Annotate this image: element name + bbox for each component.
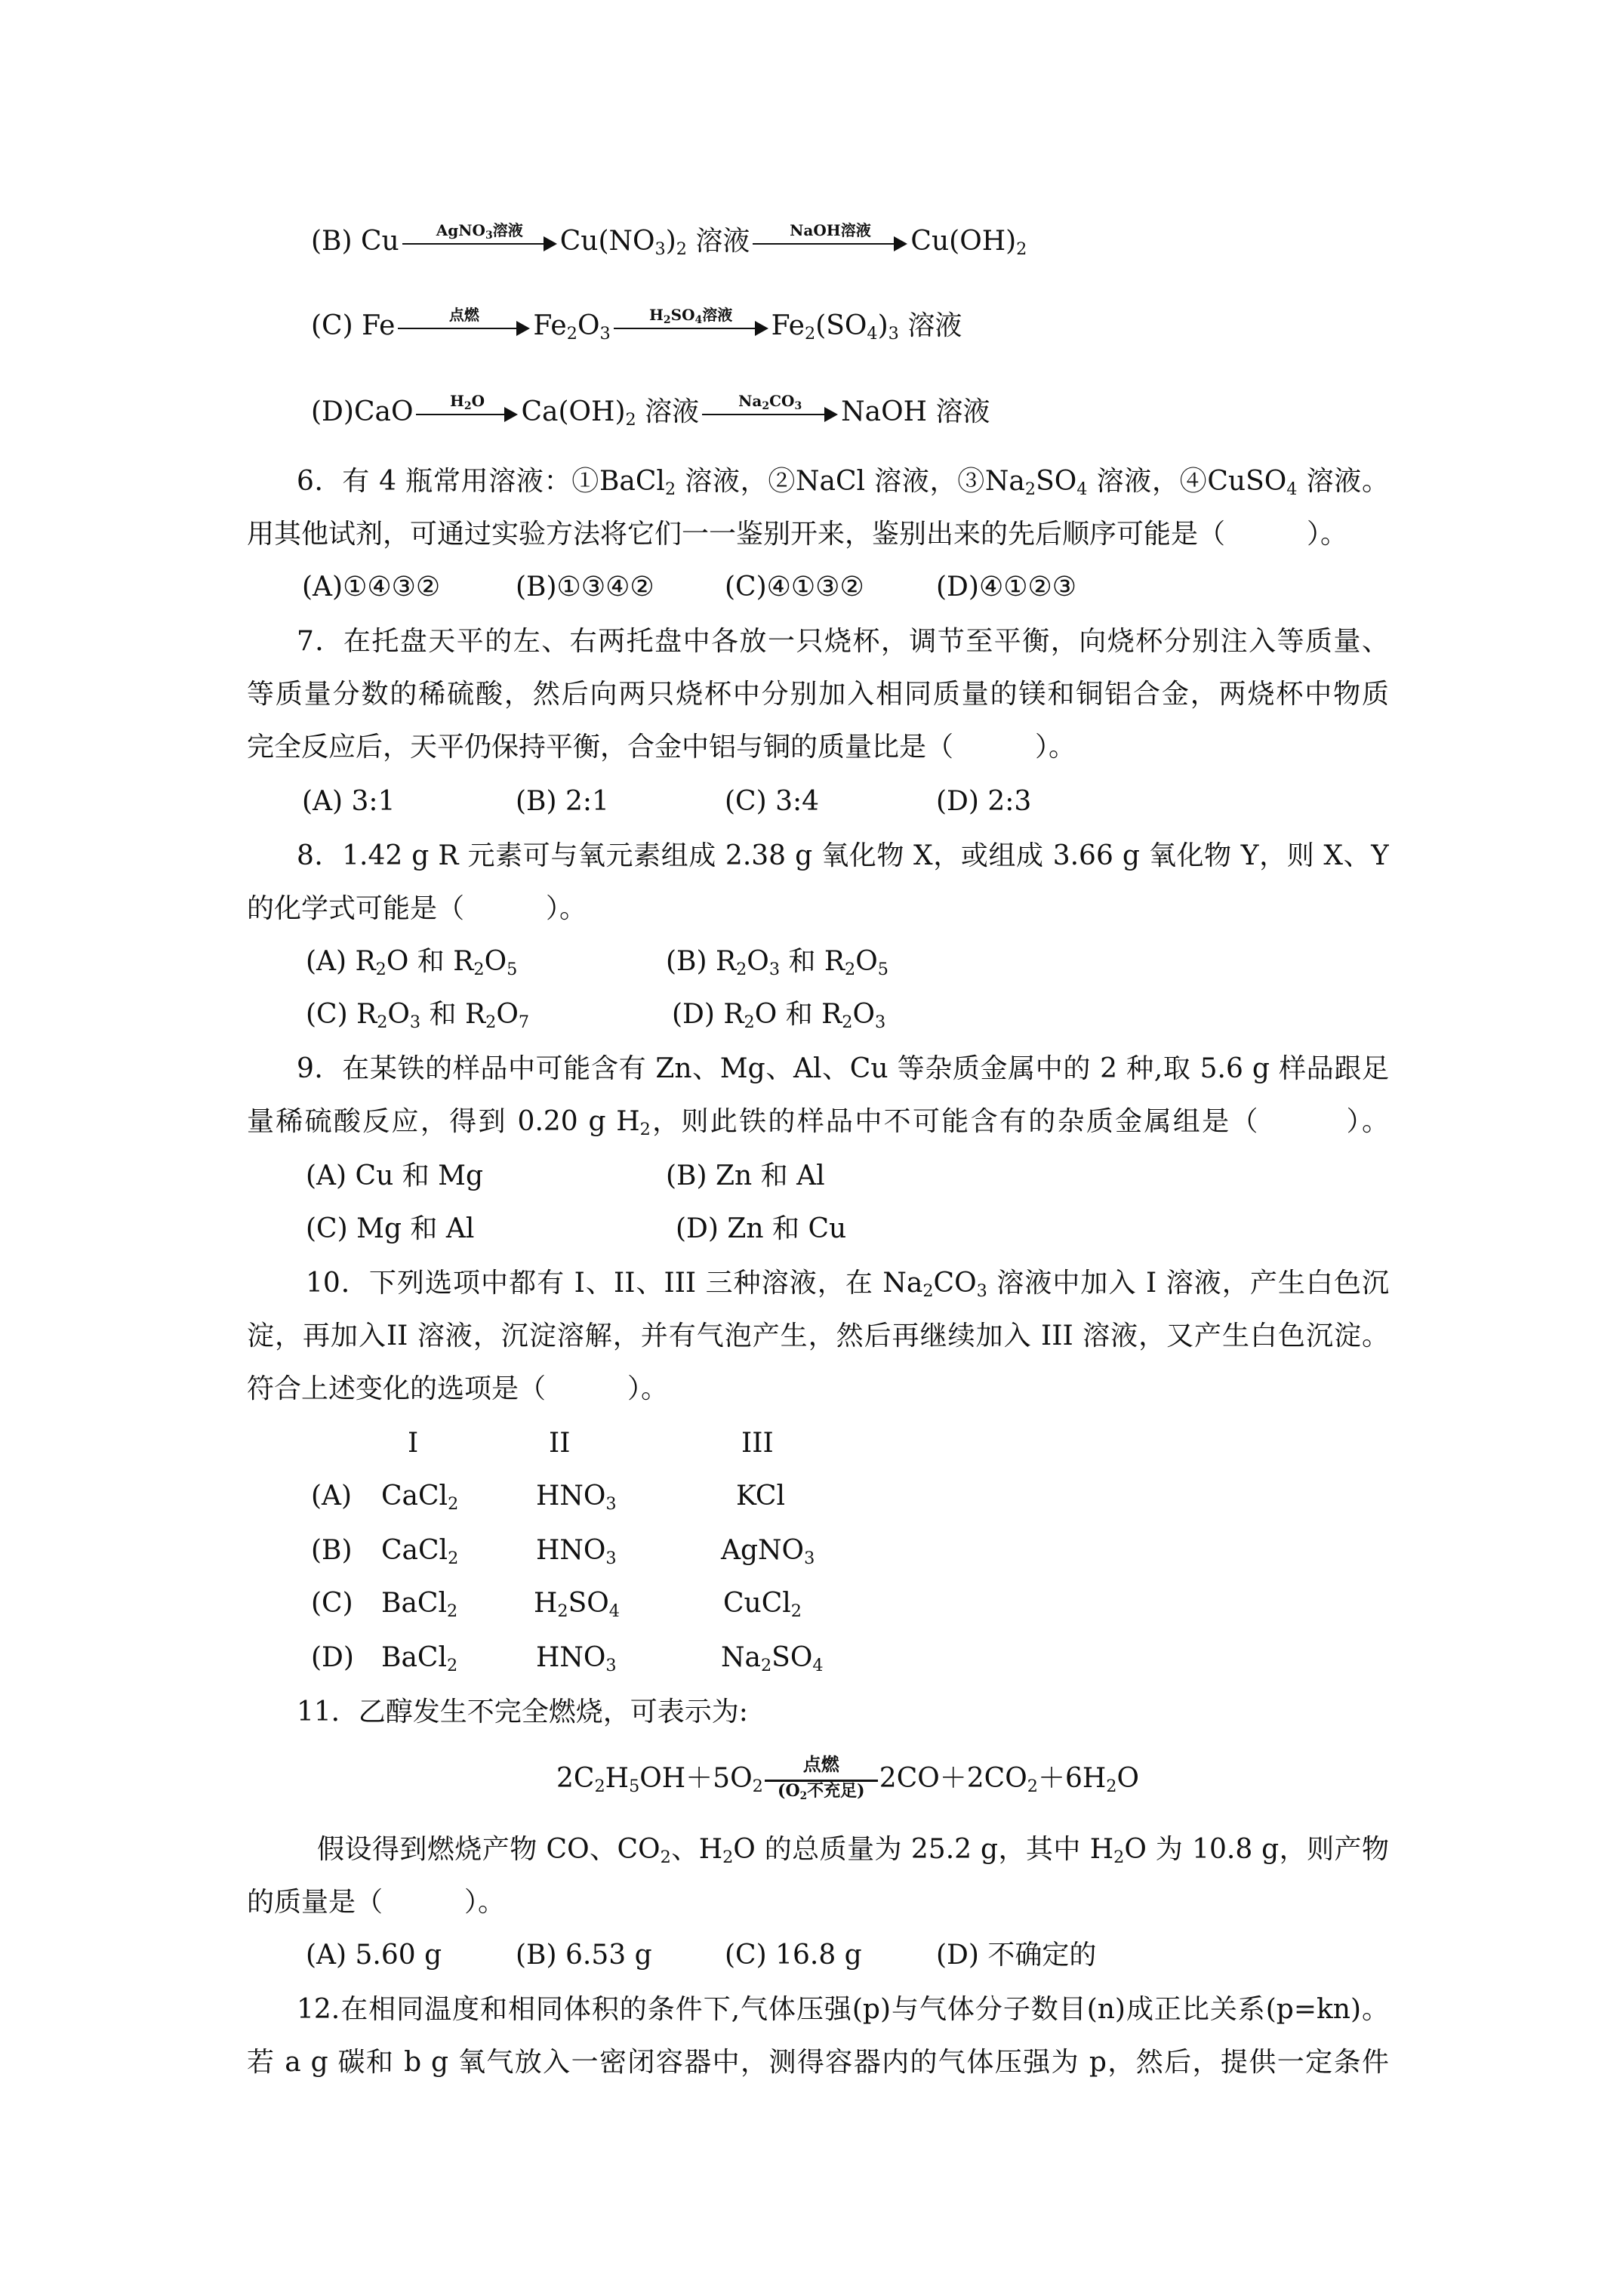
q11-line1: 11．乙醇发生不完全燃烧，可表示为: xyxy=(297,1697,748,1727)
reaction-arrow: AgNO$_3$溶液 xyxy=(402,223,557,260)
q6-option-c: (C)④①③② xyxy=(725,572,864,603)
q6-line1: 6．有 4 瓶常用溶液：①BaCl$_2$ 溶液，②NaCl 溶液，$③Na_2SO_4$ 溶液，④CuSO$_4$ 溶液。 xyxy=(297,466,1389,500)
reaction-b: (B) Cu AgNO$_3$溶液 $Cu(NO_3)_2$ 溶液 NaOH溶液 $Cu(OH)_2$ xyxy=(311,221,1027,260)
q11-option-a: (A) 5.60 g xyxy=(306,1940,442,1971)
q8-option-a: (A) $R_2O$ 和 $R_2O_5$ xyxy=(306,946,518,980)
q12-line1: 12.在相同温度和相同体积的条件下,气体压强(p)与气体分子数目(n)成正比关系(p=kn)。 xyxy=(297,1994,1389,2025)
q8-line2: 的化学式可能是（ ）。 xyxy=(247,893,587,924)
reaction-b-label: (B) Cu xyxy=(311,226,399,257)
q10-line2: 淀，再加入II 溶液，沉淀溶解，并有气泡产生，然后再继续加入 III 溶液，又产生白色沉淀。 xyxy=(247,1321,1389,1351)
q9-line2: 量稀硫酸反应，得到 0.20 g $H_2$，则此铁的样品中不可能含有的杂质金属组是（ ）。 xyxy=(247,1106,1389,1140)
q10-row-b-col1: CaCl$_2$ xyxy=(381,1535,459,1569)
q12-line2: 若 a g 碳和 b g 氧气放入一密闭容器中，测得容器内的气体压强为 p，然后，提供一定条件 xyxy=(247,2047,1389,2078)
q10-row-c-option: (C) xyxy=(311,1588,353,1619)
q9-option-b: (B) Zn 和 Al xyxy=(666,1160,825,1191)
q11-equation: $2C_2H_5OH+5O_2$ 点燃 ($O_2$不充足) $2CO+2CO_2+6H_2O$ xyxy=(556,1753,1139,1802)
q11-option-b: (B) 6.53 g xyxy=(516,1940,652,1971)
reaction-c-label: (C) Fe xyxy=(311,310,396,341)
q10-row-a-col2: $HNO_3$ xyxy=(536,1481,617,1515)
q8-option-d: (D) $R_2O$ 和 $R_2O_3$ xyxy=(672,999,886,1033)
q9-line1: 9．在某铁的样品中可能含有 Zn、Mg、Al、Cu 等杂质金属中的 2 种,取 5.6 g 样品跟足 xyxy=(297,1053,1389,1084)
q10-row-b-col3: AgNO$_3$ xyxy=(721,1535,815,1569)
reaction-arrow: 点燃 xyxy=(398,308,530,344)
q6-line2: 用其他试剂，可通过实验方法将它们一一鉴别开来，鉴别出来的先后顺序可能是（ ）。 xyxy=(247,519,1348,550)
q10-header-iii: III xyxy=(741,1428,774,1459)
q6-option-d: (D)④①②③ xyxy=(936,572,1077,603)
q10-row-c-col1: BaCl$_2$ xyxy=(381,1588,458,1622)
reaction-arrow: $H_2O$ xyxy=(416,394,518,430)
q7-line1: 7．在托盘天平的左、右两托盘中各放一只烧杯，调节至平衡，向烧杯分别注入等质量、 xyxy=(297,626,1389,657)
q7-line2: 等质量分数的稀硫酸，然后向两只烧杯中分别加入相同质量的镁和铜铝合金，两烧杯中物质 xyxy=(247,679,1389,710)
reaction-arrow: $H_2SO_4$溶液 xyxy=(614,308,768,344)
q9-option-c: (C) Mg 和 Al xyxy=(306,1213,475,1244)
q11-line3: 的质量是（ ）。 xyxy=(247,1887,506,1918)
reaction-arrow: NaOH溶液 xyxy=(753,223,907,260)
equation-condition: 点燃 ($O_2$不充足) xyxy=(765,1758,878,1803)
q10-row-d-col2: $HNO_3$ xyxy=(536,1642,617,1676)
q9-option-d: (D) Zn 和 Cu xyxy=(676,1213,847,1244)
q8-option-c: (C) $R_2O_3$ 和 $R_2O_7$ xyxy=(306,999,530,1033)
q10-row-a-col1: CaCl$_2$ xyxy=(381,1481,459,1515)
q11-option-c: (C) 16.8 g xyxy=(725,1940,862,1971)
q10-line1: 10．下列选项中都有 I、II、III 三种溶液，在 $Na_2CO_3$ 溶液中加入 I 溶液，产生白色沉 xyxy=(306,1268,1389,1302)
reaction-d-label: (D)CaO xyxy=(311,396,414,427)
q10-row-a-option: (A) xyxy=(311,1481,353,1512)
reaction-arrow: $Na_2CO_3$ xyxy=(702,394,838,430)
q10-row-d-col3: $Na_2SO_4$ xyxy=(721,1642,824,1676)
q7-option-b: (B) 2:1 xyxy=(516,786,609,817)
q7-option-d: (D) 2:3 xyxy=(936,786,1032,817)
q7-option-c: (C) 3:4 xyxy=(725,786,820,817)
q7-option-a: (A) 3:1 xyxy=(302,786,396,817)
q10-row-c-col2: $H_2SO_4$ xyxy=(534,1588,620,1622)
q10-line3: 符合上述变化的选项是（ ）。 xyxy=(247,1373,669,1404)
q9-option-a: (A) Cu 和 Mg xyxy=(306,1160,484,1191)
q10-row-c-col3: CuCl$_2$ xyxy=(723,1588,802,1622)
reaction-c: (C) Fe 点燃 $Fe_2O_3$ $H_2SO_4$溶液 $Fe_2(SO_4)_3$ 溶液 xyxy=(311,306,962,344)
q10-row-a-col3: KCl xyxy=(736,1481,785,1512)
q10-row-d-col1: BaCl$_2$ xyxy=(381,1642,458,1676)
q10-header-i: I xyxy=(408,1428,419,1459)
q11-line2: 假设得到燃烧产物 CO、$CO_2$、$H_2O$ 的总质量为 25.2 g，其中 $H_2O$ 为 10.8 g，则产物 xyxy=(317,1834,1389,1868)
q6-option-b: (B)①③④② xyxy=(516,572,654,603)
q10-row-b-col2: $HNO_3$ xyxy=(536,1535,617,1569)
q10-row-d-option: (D) xyxy=(311,1642,354,1673)
q10-header-ii: II xyxy=(549,1428,571,1459)
q7-line3: 完全反应后，天平仍保持平衡，合金中铝与铜的质量比是（ ）。 xyxy=(247,732,1076,763)
q11-option-d: (D) 不确定的 xyxy=(936,1940,1097,1971)
q8-line1: 8．1.42 g R 元素可与氧元素组成 2.38 g 氧化物 X，或组成 3.66 g 氧化物 Y，则 X、Y xyxy=(297,840,1389,871)
q6-option-a: (A)①④③② xyxy=(302,572,441,603)
q8-option-b: (B) $R_2O_3$ 和 $R_2O_5$ xyxy=(666,946,888,980)
q10-row-b-option: (B) xyxy=(311,1535,353,1566)
reaction-d: (D)CaO $H_2O$ $Ca(OH)_2$ 溶液 $Na_2CO_3$ NaOH 溶液 xyxy=(311,392,990,430)
